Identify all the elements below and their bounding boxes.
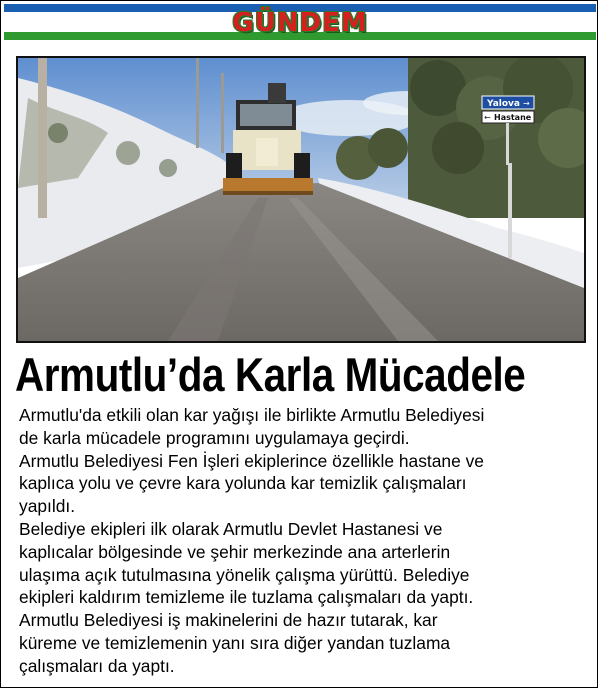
body-line: Armutlu Belediyesi Fen İşleri ekiplerince özellikle hastane ve xyxy=(19,450,484,471)
utility-pole xyxy=(38,58,47,218)
section-header-band xyxy=(4,4,596,40)
body-line: Belediye ekipleri ilk olarak Armutlu Devlet Hastanesi ve xyxy=(19,518,443,539)
body-line: kaplıcalar bölgesinde ve şehir merkezinde ana arterlerin xyxy=(19,541,451,562)
body-line: ekipleri kaldırım temizleme ile tuzlama çalışmaları da yaptı. xyxy=(19,587,474,608)
body-line: Armutlu'da etkili olan kar yağışı ile birlikte Armutlu Belediyesi xyxy=(19,405,485,425)
section-title: GÜNDEM xyxy=(232,8,368,38)
news-photo xyxy=(16,56,586,343)
body-line: ulaşıma açık tutulmasına yönelik çalışma yürüttü. Belediye xyxy=(19,564,470,585)
body-line: yapıldı. xyxy=(19,496,76,517)
article-headline: Armutlu’da Karla Mücadele xyxy=(15,348,526,401)
sign-label-yalova: Yalova xyxy=(487,99,520,109)
left-arrow-icon: ← xyxy=(484,113,491,122)
body-line: de karla mücadele programını uygulamaya geçirdi. xyxy=(19,427,410,448)
sign-label-hastane: Hastane xyxy=(494,113,532,122)
article-body xyxy=(19,404,589,678)
body-line: küreme ve temizlemenin yanı sıra diğer yandan tuzlama xyxy=(19,632,451,653)
body-line: kaplıca yolu ve çevre kara yolunda kar temizlik çalışmaları xyxy=(19,473,467,494)
body-line: Armutlu Belediyesi iş makinelerini de hazır tutarak, kar xyxy=(19,610,438,631)
right-arrow-icon: → xyxy=(523,99,530,108)
body-line: çalışmaları da yaptı. xyxy=(19,655,175,676)
